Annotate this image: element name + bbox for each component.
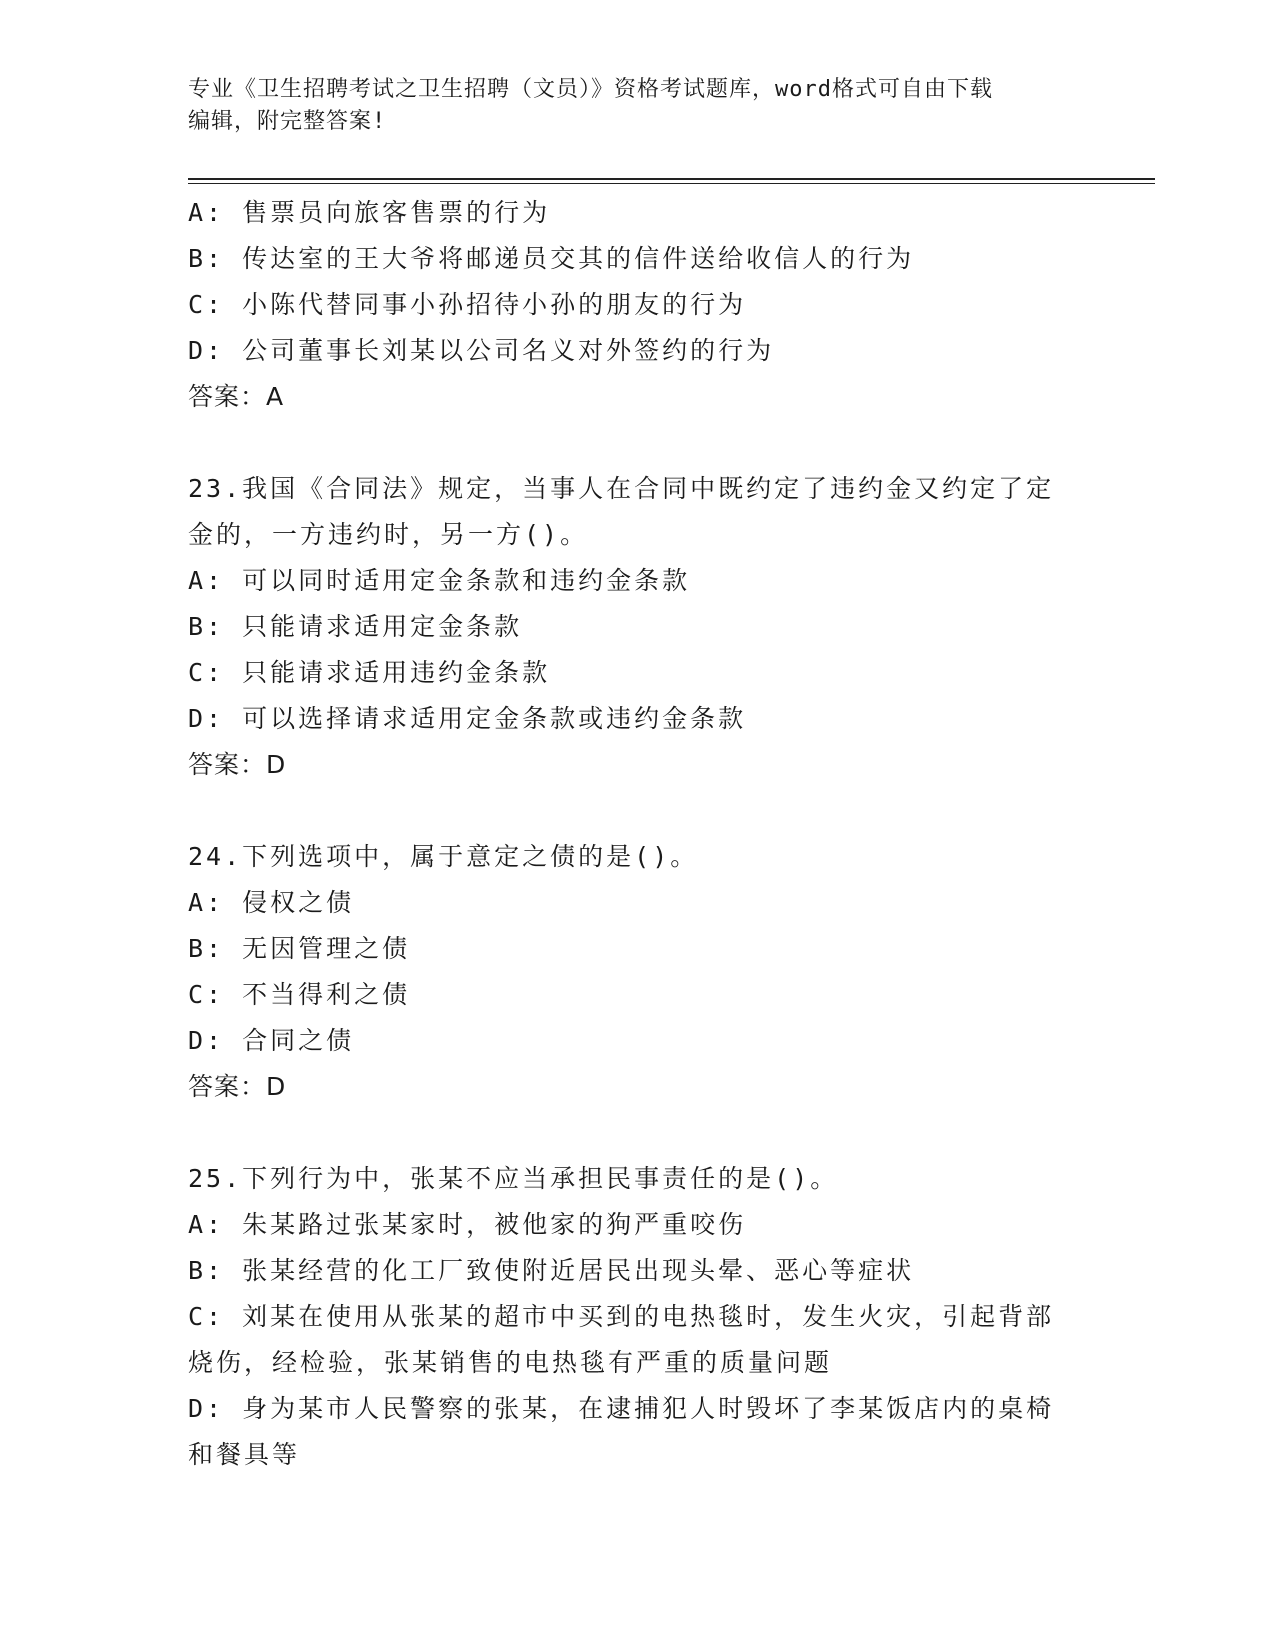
- option-d-continued: 和餐具等: [188, 1440, 301, 1469]
- question-content: [188, 190, 1088, 1478]
- question-24: [188, 834, 1088, 1110]
- option-c: C: 刘某在使用从张某的超市中买到的电热毯时，发生火灾，引起背部: [188, 1302, 1055, 1331]
- question-stem-line: 23.我国《合同法》规定，当事人在合同中既约定了违约金又约定了定: [188, 474, 1055, 503]
- question-25: [188, 1156, 1088, 1478]
- option-b: B: 传达室的王大爷将邮递员交其的信件送给收信人的行为: [188, 244, 915, 273]
- question-23: [188, 466, 1088, 788]
- question-22: [188, 190, 1088, 420]
- header-line-2: 编辑，附完整答案!: [188, 109, 387, 134]
- answer: 答案：D: [188, 750, 287, 779]
- option-b: B: 张某经营的化工厂致使附近居民出现头晕、恶心等症状: [188, 1256, 915, 1285]
- header-rule-thick: [188, 178, 1155, 180]
- option-b: B: 只能请求适用定金条款: [188, 612, 523, 641]
- answer: 答案：A: [188, 382, 285, 411]
- question-stem-line: 24.下列选项中，属于意定之债的是()。: [188, 842, 699, 871]
- option-b: B: 无因管理之债: [188, 934, 411, 963]
- question-stem-line: 金的，一方违约时，另一方()。: [188, 520, 589, 549]
- option-a: A: 可以同时适用定金条款和违约金条款: [188, 566, 691, 595]
- option-d: D: 公司董事长刘某以公司名义对外签约的行为: [188, 336, 775, 365]
- document-header: [188, 74, 1068, 138]
- option-d: D: 身为某市人民警察的张某，在逮捕犯人时毁坏了李某饭店内的桌椅: [188, 1394, 1055, 1423]
- option-d: D: 合同之债: [188, 1026, 355, 1055]
- header-rule-thin: [188, 183, 1155, 184]
- answer: 答案：D: [188, 1072, 287, 1101]
- option-a: A: 朱某路过张某家时，被他家的狗严重咬伤: [188, 1210, 747, 1239]
- option-c: C: 小陈代替同事小孙招待小孙的朋友的行为: [188, 290, 747, 319]
- option-c: C: 只能请求适用违约金条款: [188, 658, 551, 687]
- option-a: A: 售票员向旅客售票的行为: [188, 198, 551, 227]
- option-c-continued: 烧伤，经检验，张某销售的电热毯有严重的质量问题: [188, 1348, 833, 1377]
- option-a: A: 侵权之债: [188, 888, 355, 917]
- option-c: C: 不当得利之债: [188, 980, 411, 1009]
- header-line-1: 专业《卫生招聘考试之卫生招聘（文员）》资格考试题库，word格式可自由下载: [188, 77, 993, 102]
- option-d: D: 可以选择请求适用定金条款或违约金条款: [188, 704, 747, 733]
- question-stem-line: 25.下列行为中，张某不应当承担民事责任的是()。: [188, 1164, 839, 1193]
